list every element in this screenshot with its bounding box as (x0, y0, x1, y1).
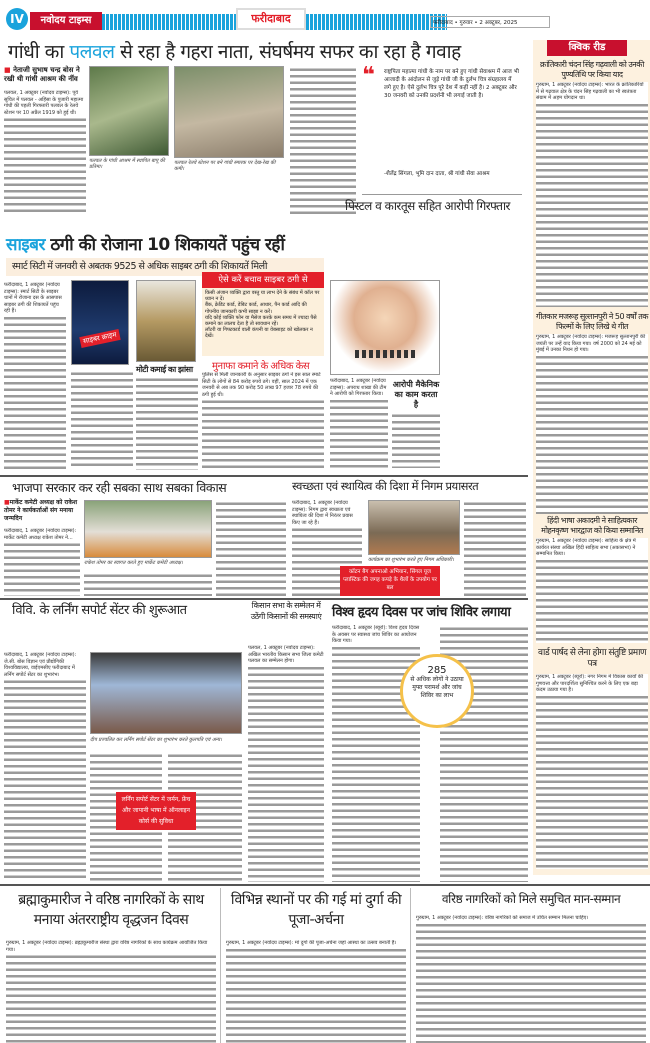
bottom-body-1: गुरुग्राम, 1 अक्टूबर (नवोदय टाइम्स): ब्रह्माकुमारीज संस्था द्वारा वरिष्ठ नागरिकों के साथ कार्यक्रम आयोजित किया गया। (6, 940, 216, 1043)
kisan-headline: किसान सभा के सम्मेलन में उठेंगी किसानों की समस्याएं (250, 601, 322, 621)
bottom-headline-2: विभिन्न स्थानों पर की गई मां दुर्गा की पूजा-अर्चना (230, 892, 402, 928)
headline-highlight: पलवल (69, 41, 115, 63)
bottom-headline-1: ब्रह्माकुमारीज ने वरिष्ठ नागरिकों के साथ मनाया अंतरराष्ट्रीय वृद्धजन दिवस (18, 892, 204, 928)
swachhta-body: फरीदाबाद, 1 अक्टूबर (नवोदय टाइम्स): निगम द्वारा स्वच्छता एवं स्थायित्व की दिशा में निरंतर प्रयास किए जा रहे हैं। (292, 500, 362, 596)
quote-text: राष्ट्रपिता महात्मा गांधी के नाम पर बने हुए गांधी सेवाश्रम में आज भी आजादी के आंदोलन से जुड़े गांधी जी के दुर्लभ चित्र संग्रहालय में लगे हुए है। ऐसे दुर्लभ चित्र पूरे देश में कहीं नहीं है। 2 अक्टूबर और 30 जनवरी को उनकी प्रदर्शनी भी लगाई जाती है। (384, 69, 519, 99)
tip-item: बैंक, क्रेडिट कार्ड, डेबिट कार्ड, आधार, पैन कार्ड आदि की गोपनीय जानकारी कभी साझा न करें। (205, 302, 307, 315)
cyber-image2-title: मोटी कमाई का झांसा (136, 365, 193, 374)
kisan-body: पलवल, 1 अक्टूबर (नवोदय टाइम्स): अखिल भारतीय किसान सभा जिला कमेटी पलवल का सम्मेलन होगा। (248, 645, 324, 882)
quote-attribution: -शैलेंद्र सिंगला, भूमि दान दाता, श्री गांधी सेवा आश्रम (384, 171, 490, 177)
tips-box (202, 272, 324, 356)
lead-body: पलवल, 1 अक्टूबर (नवोदय टाइम्स): पूर्व सूचित में पलवल - अहिंसा के पुजारी महात्मा गांधी की पहली गिरफ्तारी पलवल के रेलवे स्टेशन पर 10 अप्रैल 1919 को हुई थी। (4, 90, 86, 215)
university-redbox: लर्निंग सपोर्ट सेंटर में जर्मन, फ्रेंच और जापानी भाषा में ऑनलाइन कोर्स की सुविधा (116, 792, 196, 830)
bjp-body: फरीदाबाद, 1 अक्टूबर (नवोदय टाइम्स): मार्केट कमेटी अध्यक्ष राकेश तोमर ने... (4, 528, 80, 596)
bjp-body-3 (216, 500, 286, 596)
handcuffs-image (330, 280, 440, 375)
tip-item: यदि कोई व्यक्ति फोन या मैसेज करके कम समय में ज्यादा पैसे कमाने का लालच देता है तो सावधान रहें। (205, 314, 317, 328)
swachhta-body-2 (464, 500, 526, 596)
bottom-body-2: गुरुग्राम, 1 अक्टूबर (नवोदय टाइम्स): मां दुर्गा की पूजा-अर्चना जहां आस्था का उत्सव बनाती है। (226, 940, 406, 1043)
logo-mark: IV (6, 8, 28, 30)
photo-caption: राकेश तोमर का स्वागत करते हुए मार्केट कमेटी अध्यक्ष। (84, 560, 183, 566)
cyber-headline: साइबर ठगी की रोजाना 10 शिकायतें पहुंच रहीं (6, 235, 285, 255)
lead-headline: गांधी का पलवल से रहा है गहरा नाता, संघर्षमय सफर का रहा है गवाह (8, 41, 461, 63)
quote-box (362, 63, 522, 191)
quick-read-headline: क्रांतिकारी चंदन सिंह गढ़वाली को उनकी पुण्यतिथि पर किया याद (540, 60, 644, 79)
pistol-body: फरीदाबाद, 1 अक्टूबर (नवोदय टाइम्स): अपराध शाखा की टीम ने आरोपी को गिरफ्तार किया। (330, 378, 388, 468)
lead-body-2 (290, 66, 356, 216)
profit-title: मुनाफा कमाने के अधिक केस (212, 361, 310, 372)
quick-read-body: गुरुग्राम, 1 अक्टूबर (ब्यूरो): नगर निगम में विकास कार्यों की गुणवत्ता और पारदर्शिता सुनिश्चित करने के लिए एक बड़ा कदम उठाया गया है। (536, 674, 648, 869)
cyber-subhead: स्मार्ट सिटी में जनवरी से अबतक 9525 से अधिक साइबर ठगी की शिकायतें मिली (6, 258, 324, 276)
cyber-crime-image (71, 280, 129, 365)
heart-circle-callout (400, 654, 474, 728)
photo-caption: दीप प्रज्वलित कर लर्निंग सपोर्ट सेंटर का शुभारंभ करते कुलपति एवं अन्य। (90, 737, 222, 743)
quick-read-headline: हिंदी भाषा अकादमी ने साहित्यकार मोहनकृष्ण भारद्वाज को किया सम्मानित (541, 516, 643, 535)
pistol-callout: आरोपी मैकेनिक का काम करता है (392, 380, 440, 409)
pistol-headline: पिस्टल व कारतूस सहित आरोपी गिरफ्तार (345, 199, 510, 213)
photo-caption: पलवल रेलवे स्टेशन पर बने गांधी स्मारक पर देख-रेख की कमी। (174, 160, 276, 172)
railway-station-memorial-photo (174, 66, 284, 158)
circle-number: 285 (427, 665, 447, 676)
handcuff-chain-icon (355, 350, 415, 358)
date-line: फरीदाबाद • गुरुवार • 2 अक्टूबर, 2025 (430, 16, 550, 28)
quick-read-headline: वार्ड पार्षद से लेना होगा संतुष्टि प्रमाण पत्र (538, 648, 646, 669)
quick-read-column (533, 40, 650, 875)
quote-icon: ❝ (362, 63, 375, 88)
paper-name: नवोदय टाइम्स (30, 12, 102, 30)
quick-read-label: क्विक रीड (547, 40, 627, 56)
police-cartoon-image (136, 280, 196, 362)
bjp-headline: भाजपा सरकार कर रही सबका साथ सबका विकास (12, 480, 227, 495)
bjp-event-photo (84, 500, 212, 558)
edition-name: फरीदाबाद (236, 8, 306, 30)
quick-read-body: गुरुग्राम, 1 अक्टूबर (नवोदय टाइम्स): भारत के क्रांतिकारियों में से गढ़वाल क्षेत्र के चंदन सिंह गढ़वाली का भी स्वतंत्रता संग्राम में अहम योगदान था। (536, 82, 648, 307)
pistol-body-2 (392, 412, 440, 468)
bjp-subhead: ■मार्केट कमेटी अध्यक्ष को राकेश तोमर ने कार्यकर्ताओं संग मनाया जन्मदिन (4, 499, 78, 522)
cyber-body-2 (71, 370, 133, 470)
university-event-photo (90, 652, 242, 734)
cyber-crime-label: साइबर क्राइम (79, 329, 120, 348)
quick-read-headline: गीतकार मजरूह सुल्तानपुरी ने 50 वर्षों तक फिल्मों के लिए लिखे थे गीत (536, 312, 648, 331)
masthead (0, 0, 650, 40)
tips-list (205, 290, 322, 340)
heart-body: फरीदाबाद, 1 अक्टूबर (ब्यूरो): विश्व हृदय दिवस के अवसर पर स्वास्थ्य जांच शिविर का आयोजन किया गया। (332, 625, 420, 882)
university-headline: विवि. के लर्निंग सपोर्ट सेंटर की शुरूआत (12, 603, 187, 618)
quick-read-body: गुरुग्राम, 1 अक्टूबर (नवोदय टाइम्स): मजरूह सुल्तानपुरी की जयंती पर उन्हें याद किया गया। वर्ष 2000 को 24 मई को मुंबई में उनका निधन हो गया। (536, 334, 648, 514)
cyber-body-3 (136, 376, 198, 470)
tip-item: लॉटरी या गिफ्टकार्ड वाली कंपनी या वेबसाइट को खोलकर न देखें। (205, 327, 313, 340)
bjp-body-2 (84, 572, 212, 596)
swachhta-headline: स्वच्छता एवं स्थायित्व की दिशा में निगम प्रयासरत (292, 479, 479, 493)
swachhta-event-photo (368, 500, 460, 555)
swachhta-redbox: कॉटन बैग अपनाओ अभियान, सिंगल यूज प्लास्टिक की जगह कपड़े के थैलों के उपयोग पर बल (340, 566, 440, 596)
lead-subhead: ■ नेताजी सुभाष चन्द्र बोस ने रखी थी गांधी आश्रम की नींव (4, 66, 80, 83)
photo-caption: पलवल के गांधी आश्रम में स्थापित बापू की प्रतिमा। (89, 158, 165, 170)
bottom-headline-3: वरिष्ठ नागरिकों को मिले समुचित मान-सम्मान (441, 892, 621, 906)
bottom-body-3: गुरुग्राम, 1 अक्टूबर (नवोदय टाइम्स): वरिष्ठ नागरिकों को समाज में उचित सम्मान मिलना चाहिए। (416, 915, 646, 1043)
cyber-body: फरीदाबाद, 1 अक्टूबर (नवोदय टाइम्स): स्मार्ट सिटी के साइबर थानों में रोजाना दस के आसपास साइबर ठगी की शिकायतें पहुंच रही हैं। (4, 282, 66, 470)
gandhi-statue-photo (89, 66, 169, 156)
profit-body: पुलिस से मिली जानकारी के अनुसार साइबर ठगों ने इस साल स्मार्ट सिटी के लोगों से 84 करोड़ रुपये ठगे। वहीं, साल 2024 में एक जनवरी से अब तक 90 करोड़ 50 लाख 97 हजार 78 रुपये की ठगी हुई थी। (202, 372, 324, 470)
university-body: फरीदाबाद, 1 अक्टूबर (नवोदय टाइम्स): जे.सी. बोस विज्ञान एवं प्रौद्योगिकी विश्वविद्यालय, वाईएमसीए फरीदाबाद में लर्निंग सपोर्ट सेंटर का शुभारंभ। (4, 652, 86, 882)
tip-item: किसी अंजान व्यक्ति द्वारा वस्तु या लाभ देने के संबंध में कॉल पर ध्यान न दें। (205, 290, 320, 303)
quick-read-body: गुरुग्राम, 1 अक्टूबर (नवोदय टाइम्स): साहित्य के क्षेत्र में कार्यरत संस्था अखिल हिंदी साहित्य सभा (अकासभा) ने सम्मानित किया। (536, 538, 648, 643)
tips-title: ऐसे करें बचाव साइबर ठगी से (202, 272, 324, 288)
heart-headline: विश्व हृदय दिवस पर जांच शिविर लगाया (332, 605, 511, 620)
circle-text: से अधिक लोगों ने उठाया मुफ्त परामर्श और जांच शिविर का लाभ (410, 676, 464, 699)
photo-caption: कार्यक्रम का शुभारंभ करते हुए निगम अधिकारी। (368, 557, 454, 563)
